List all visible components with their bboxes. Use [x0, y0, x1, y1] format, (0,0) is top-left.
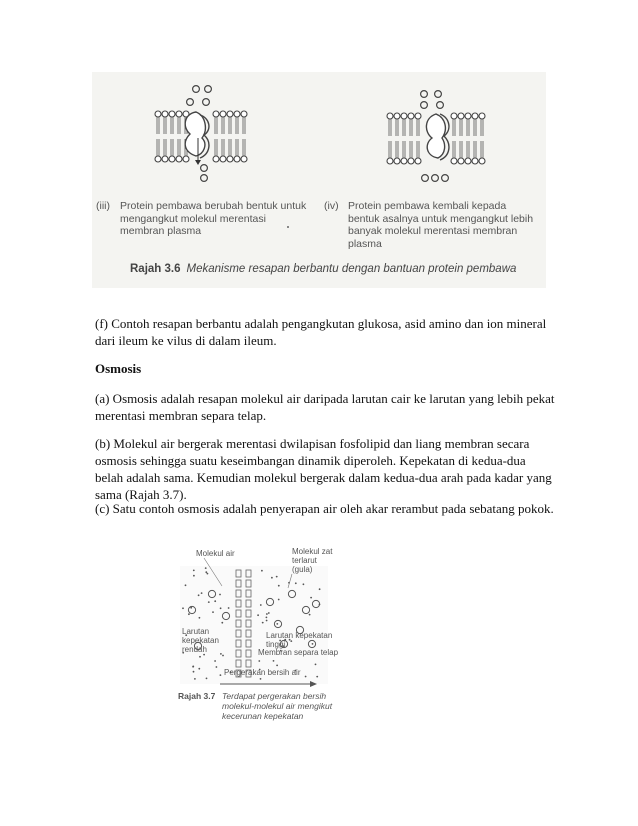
paragraph-a: (a) Osmosis adalah resapan molekul air daripada larutan cair ke larutan yang lebih pekat merentasi membran separa telap.	[95, 391, 555, 423]
heading-osmosis: Osmosis	[95, 361, 142, 376]
figure-3-7-caption-line-1: Terdapat pergerakan bersih	[222, 691, 327, 701]
figure-3-6-title	[130, 263, 516, 275]
carrier-protein-right	[426, 114, 449, 160]
caption-iii-text: Protein pembawa berubah bentuk untuk mengangkut molekul merentasi membran plasma	[120, 200, 307, 237]
caption-iii-number: (iii)	[96, 200, 110, 212]
label-solute-molecule: Molekul zat terlarut (gula)	[292, 547, 333, 574]
label-net-movement: Pergerakan bersih air	[224, 668, 301, 677]
label-membrane: Membran separa telap	[258, 648, 339, 657]
label-low-concentration: Larutan kepekatan rendah	[182, 627, 219, 654]
carrier-protein-diagram	[92, 72, 546, 288]
solute-molecules	[187, 86, 449, 182]
figure-3-6-label: Rajah 3.6	[130, 263, 181, 275]
caption-iv-number: (iv)	[324, 200, 339, 212]
paragraph-c: (c) Satu contoh osmosis adalah penyerapan air oleh akar rerambut pada sebatang pokok.	[95, 501, 554, 516]
figure-3-7-caption-line-2: molekul-molekul air mengikut	[222, 701, 333, 711]
paragraph-b: (b) Molekul air bergerak merentasi dwilapisan fosfolipid dan liang membran secara osmosis sehingga suatu keseimbangan dinamik diperoleh. Kepekatan di kedua-dua belah adalah sama. Kemudian molekul bergerak dalam kedua-dua arah pada kadar yang sama (Rajah 3.7).	[95, 436, 552, 502]
figure-3-7-caption-line-3: kecerunan kepekatan	[222, 711, 304, 721]
label-high-concentration: Larutan kepekatan tinggi	[266, 631, 333, 649]
caption-iv-text: Protein pembawa kembali kepada bentuk asalnya untuk mengangkut lebih banyak molekul merentasi membran plasma	[348, 200, 534, 250]
paragraph-f: (f) Contoh resapan berbantu adalah pengangkutan glukosa, asid amino dan ion mineral dari ileum ke vilus di dalam ileum.	[95, 316, 547, 348]
figure-3-7	[170, 544, 370, 726]
figure-3-6	[92, 72, 546, 288]
figure-3-6-text: Mekanisme resapan berbantu dengan bantuan protein pembawa	[186, 263, 517, 275]
label-water-molecule: Molekul air	[196, 549, 235, 558]
figure-3-7-label: Rajah 3.7	[178, 691, 216, 701]
